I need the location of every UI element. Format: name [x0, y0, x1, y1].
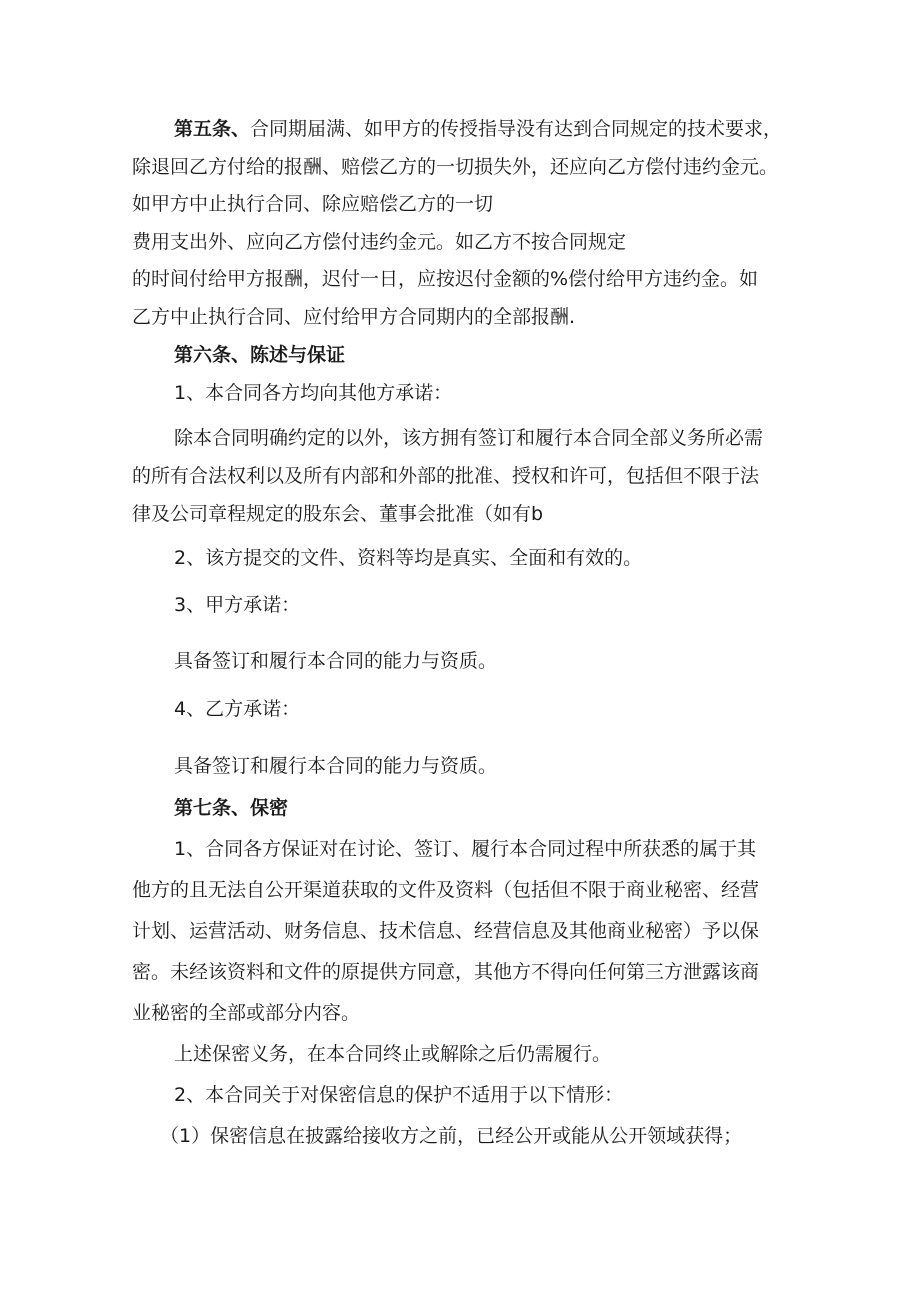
article5-heading: 第五条、 — [174, 118, 251, 140]
article7-item1-line1: 1、合同各方保证对在讨论、签订、履行本合同过程中所获悉的属于其 — [174, 838, 757, 860]
article7-para2: 上述保密义务，在本合同终止或解除之后仍需履行。 — [174, 1043, 612, 1065]
article7-item2: 2、本合同关于对保密信息的保护不适用于以下情形： — [174, 1084, 624, 1106]
article6-item1-line2: 的所有合法权利以及所有内部和外部的批准、授权和许可，包括但不限于法 — [132, 465, 760, 487]
article6-item4-text: 具备签订和履行本合同的能力与资质。 — [174, 755, 498, 777]
article7-heading: 第七条、保密 — [174, 797, 289, 819]
article5-line1-text: 合同期届满、如甲方的传授指导没有达到合同规定的技术要求， — [250, 118, 783, 140]
article7-item1-line4: 密。未经该资料和文件的原提供方同意，其他方不得向任何第三方泄露该商 — [132, 961, 760, 983]
article6-heading: 第六条、陈述与保证 — [174, 344, 346, 366]
article6-item1-line3: 律及公司章程规定的股东会、董事会批准（如有b — [132, 503, 544, 525]
article6-item1-line1: 除本合同明确约定的以外，该方拥有签订和履行本合同全部义务所必需 — [174, 427, 764, 449]
article5-line4: 费用支出外、应向乙方偿付违约金元。如乙方不按合同规定 — [132, 231, 627, 253]
article6-item3: 3、甲方承诺： — [174, 594, 301, 616]
article5-line5: 的时间付给甲方报酬，迟付一日，应按迟付金额的%偿付给甲方违约金。如 — [132, 268, 759, 290]
article7-item1-line5: 业秘密的全部或部分内容。 — [132, 1002, 361, 1024]
article7-item2-sub1: （1）保密信息在披露给接收方之前，已经公开或能从公开领域获得； — [160, 1125, 743, 1147]
article5-line1 — [174, 117, 782, 141]
article7-item1-line3: 计划、运营活动、财务信息、技术信息、经营信息及其他商业秘密）予以保 — [132, 920, 760, 942]
article5-line2: 除退回乙方付给的报酬、赔偿乙方的一切损失外，还应向乙方偿付违约金元。 — [132, 156, 779, 178]
article6-item4: 4、乙方承诺： — [174, 698, 301, 720]
article6-item2: 2、该方提交的文件、资料等均是真实、全面和有效的。 — [174, 547, 643, 569]
article6-item3-text: 具备签订和履行本合同的能力与资质。 — [174, 650, 498, 672]
article5-line3: 如甲方中止执行合同、除应赔偿乙方的一切 — [132, 193, 494, 215]
article5-line6: 乙方中止执行合同、应付给甲方合同期内的全部报酬. — [132, 306, 576, 328]
article7-item1-line2: 他方的且无法自公开渠道获取的文件及资料（包括但不限于商业秘密、经营 — [132, 879, 760, 901]
article6-item1: 1、本合同各方均向其他方承诺： — [174, 382, 453, 404]
